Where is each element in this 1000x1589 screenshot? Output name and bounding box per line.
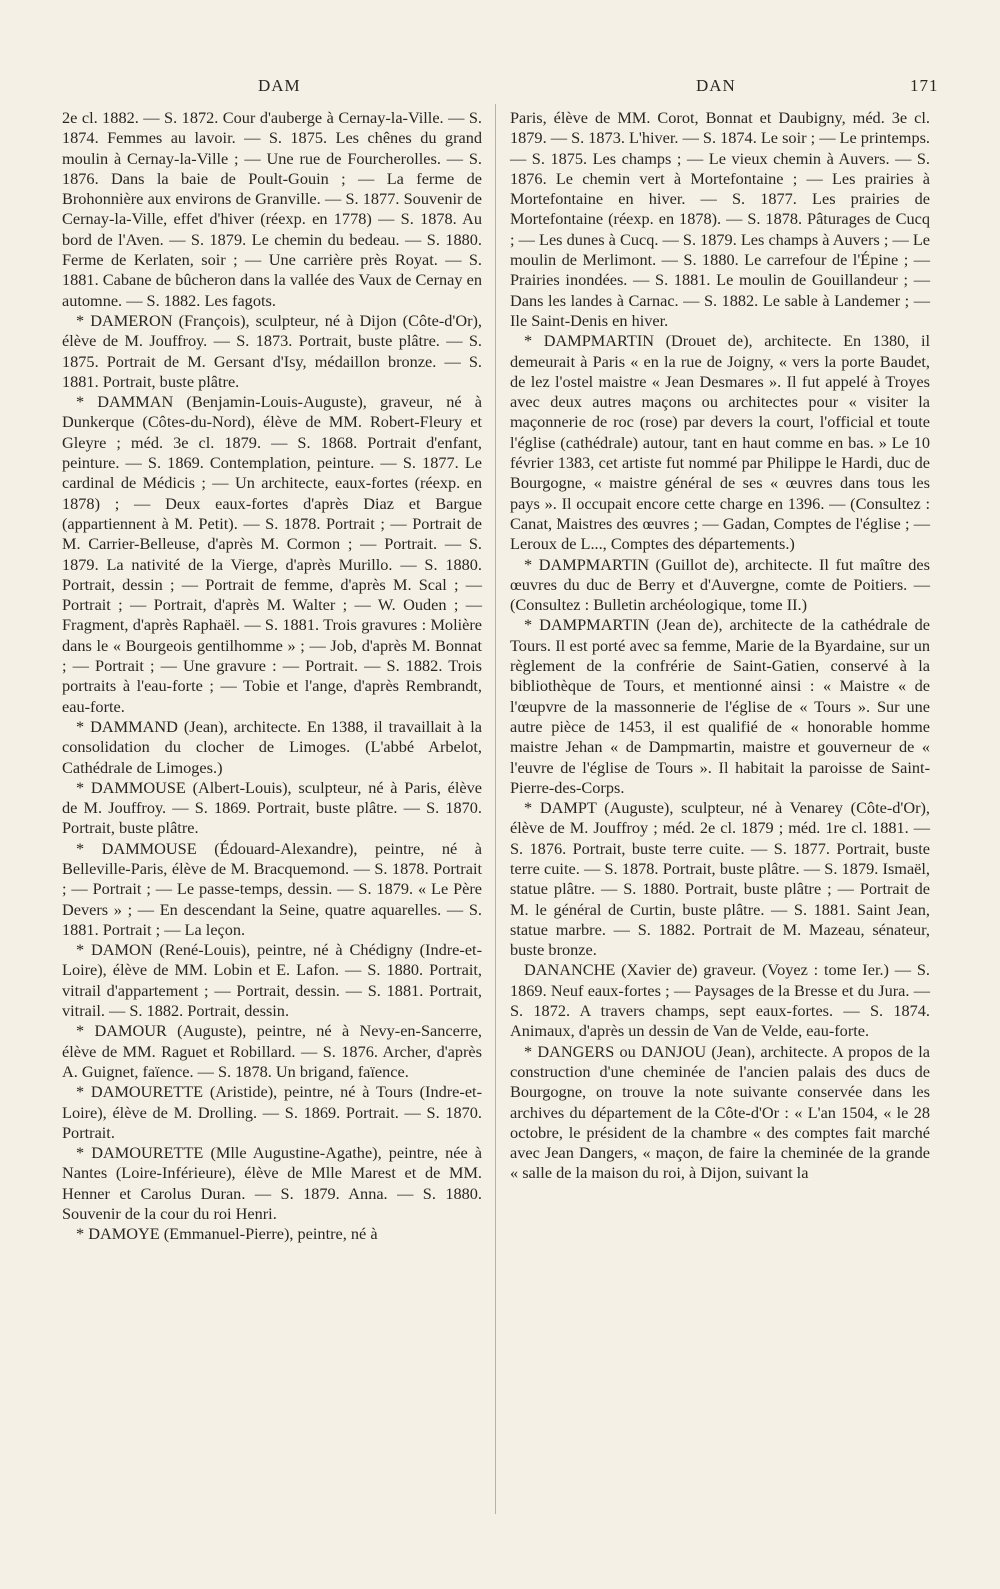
entry-dammouse-edouard: * DAMMOUSE (Édouard-Alexandre), peintre, né à Belleville-Paris, élève de M. Bracquemond. — S. 1878. Portrait ; — Portrait ; — Le passe-temps, dessin. — S. 1879. « Le Père Devers » ; — En descendant la Seine, quatre aquarelles. — S. 1881. Portrait ; — La leçon.	[62, 838, 482, 939]
right-column	[510, 108, 930, 1184]
entry-paragraph: Paris, élève de MM. Corot, Bonnat et Daubigny, méd. 3e cl. 1879. — S. 1873. L'hiver. — S. 1874. Le soir ; — Le printemps. — S. 1875. Les champs ; — Le vieux chemin à Auvers. — S. 1876. Le chemin vert à Mortefontaine ; — Les prairies à Mortefontaine en hiver. — S. 1877. Les prairies de Mortefontaine (réexp. en 1878). — S. 1878. Pâturages de Cucq ; — Les dunes à Cucq. — S. 1879. Les champs à Auvers ; — Le moulin de Merlimont. — S. 1880. Le carrefour de l'Épine ; — Prairies inondées. — S. 1881. Le moulin de Gouillandeur ; — Dans les landes à Carnac. — S. 1882. Le sable à Landemer ; — Ile Saint-Denis en hiver.	[510, 108, 930, 330]
page-number: 171	[910, 76, 939, 95]
entry-damoye: * DAMOYE (Emmanuel-Pierre), peintre, né à	[76, 1224, 378, 1244]
entry-dammouse-albert: * DAMMOUSE (Albert-Louis), sculpteur, né à Paris, élève de M. Jouffroy. — S. 1869. Portrait, buste plâtre. — S. 1870. Portrait, buste plâtre.	[62, 777, 482, 838]
entry-dananche: DANANCHE (Xavier de) graveur. (Voyez : tome Ier.) — S. 1869. Neuf eaux-fortes ; — Paysages de la Bresse et du Jura. — S. 1872. A travers champs, sept eaux-fortes. — S. 1874. Animaux, d'après un dessin de Van de Velde, eau-forte.	[510, 960, 930, 1041]
entry-dangers: * DANGERS ou DANJOU (Jean), architecte. A propos de la construction d'une cheminée de l'ancien palais des ducs de Bourgogne, on trouve la note suivante conservée dans les archives du département de la Côte-d'Or : « L'an 1504, « le 28 octobre, le président de la chambre « des comptes fait marché avec Jean Dangers, « maçon, de faire la cheminée de la grande « salle de la maison du roi, à Dijon, suivant la	[510, 1041, 930, 1183]
entry-dammand: * DAMMAND (Jean), architecte. En 1388, il travaillait à la consolidation du clocher de Limoges. (L'abbé Arbelot, Cathédrale de Limoges.)	[62, 716, 482, 777]
running-head-right: DAN	[696, 76, 736, 95]
entry-dampmartin-drouet: * DAMPMARTIN (Drouet de), architecte. En 1380, il demeurait à Paris « en la rue de Joigny, « vers la porte Baudet, de lez l'ostel maistre « Jean Desmares ». Il fut appelé à Troyes avec deux autres maçons ou architectes pour « visiter la maçonnerie de roc (rose) par devers la court, l'official et toute l'église (cathédrale) autour, tant en haut comme en bas. » Le 10 février 1383, cet artiste fut nommé par Philippe le Hardi, duc de Bourgogne, « maistre général de ses « œuvres dans tous les pays ». Il occupait encore cette charge en 1396. — (Consultez : Canat, Maistres des œuvres ; — Gadan, Comptes de l'église ; — Leroux de L..., Comptes des départements.)	[510, 331, 930, 554]
entry-dampmartin-guillot: * DAMPMARTIN (Guillot de), architecte. Il fut maître des œuvres du duc de Berry et d'Auvergne, comte de Poitiers. — (Consultez : Bulletin archéologique, tome II.)	[510, 554, 930, 615]
running-head-left: DAM	[258, 76, 301, 95]
entry-damman: * DAMMAN (Benjamin-Louis-Auguste), graveur, né à Dunkerque (Côtes-du-Nord), élève de MM. Robert-Fleury et Gleyre ; méd. 3e cl. 1879. — S. 1868. Portrait d'enfant, peinture. — S. 1869. Contemplation, peinture. — S. 1877. Le cardinal de Médicis ; — Un architecte, eaux-fortes (réexp. en 1878) ; — Deux eaux-fortes d'après Diaz et Bargue (appartiennent à M. Petit). — S. 1878. Portrait ; — Portrait de M. Carrier-Belleuse, d'après M. Cormon ; — Portrait. — S. 1879. La nativité de la Vierge, d'après Murillo. — S. 1880. Portrait, dessin ; — Portrait de femme, d'après M. Scal ; — Portrait ; — Portrait, d'après M. Walter ; — W. Ouden ; — Fragment, d'après Raphaël. — S. 1881. Trois gravures : Molière dans le « Bourgeois gentilhomme » ; — Job, d'après M. Bonnat ; — Portrait ; — Une gravure : — Portrait. — S. 1882. Trois portraits à l'eau-forte ; — Tobie et l'ange, d'après Rembrandt, eau-forte.	[62, 392, 482, 716]
entry-dameron: * DAMERON (François), sculpteur, né à Dijon (Côte-d'Or), élève de M. Jouffroy. — S. 1873. Portrait, buste plâtre. — S. 1875. Portrait de M. Gersant d'Isy, médaillon bronze. — S. 1881. Portrait, buste plâtre.	[62, 310, 482, 391]
entry-damourette-aristide: * DAMOURETTE (Aristide), peintre, né à Tours (Indre-et-Loire), élève de M. Drolling. — S. 1869. Portrait. — S. 1870. Portrait.	[62, 1082, 482, 1142]
left-column	[62, 108, 482, 1245]
entry-damon: * DAMON (René-Louis), peintre, né à Chédigny (Indre-et-Loire), élève de MM. Lobin et E. Lafon. — S. 1880. Portrait, vitrail d'appartement ; — Portrait, dessin. — S. 1881. Portrait, vitrail. — S. 1882. Portrait, dessin.	[62, 940, 482, 1021]
column-divider	[495, 104, 496, 1514]
entry-damourette-augustine: * DAMOURETTE (Mlle Augustine-Agathe), peintre, née à Nantes (Loire-Inférieure), élève de Mlle Marest et de MM. Henner et Carolus Duran. — S. 1879. Anna. — S. 1880. Souvenir de la cour du roi Henri.	[62, 1143, 482, 1224]
entry-paragraph: 2e cl. 1882. — S. 1872. Cour d'auberge à Cernay-la-Ville. — S. 1874. Femmes au lavoir. — S. 1875. Les chênes du grand moulin à Cernay-la-Ville ; — Une rue de Fourcherolles. — S. 1876. Dans la baie de Poult-Gouin ; — La ferme de Brohonnière aux environs de Granville. — S. 1877. Souvenir de Cernay-la-Ville, effet d'hiver (réexp. en 1778) — S. 1878. Au bord de l'Aven. — S. 1879. Le chemin du bedeau. — S. 1880. Ferme de Kerlaten, soir ; — Une carrière près Royat. — S. 1881. Cabane de bûcheron dans la vallée des Vaux de Cernay en automne. — S. 1882. Les fagots.	[62, 108, 482, 310]
entry-dampt: * DAMPT (Auguste), sculpteur, né à Venarey (Côte-d'Or), élève de M. Jouffroy ; méd. 2e cl. 1879 ; méd. 1re cl. 1881. — S. 1876. Portrait, buste terre cuite. — S. 1877. Portrait, buste terre cuite. — S. 1878. Portrait, buste plâtre. — S. 1879. Ismaël, statue plâtre. — S. 1880. Portrait, buste plâtre ; — Portrait de M. le général de Curtin, buste plâtre. — S. 1881. Saint Jean, statue marbre. — S. 1882. Portrait de M. Mazeau, sénateur, buste bronze.	[510, 798, 930, 960]
entry-dampmartin-jean: * DAMPMARTIN (Jean de), architecte de la cathédrale de Tours. Il est porté avec sa femme, Marie de la Byardaine, sur un règlement de la confrérie de Saint-Gatien, conservé à la bibliothèque de Tours, et mentionné ainsi : « Maistre « de l'œupvre de la massonnerie de l'église de « Tours ». Sur une autre pièce de 1453, il est qualifié de « honorable homme maistre Jehan « de Dampmartin, maistre et gouverneur de « l'euvre de l'église de Tours ». Il habitait la paroisse de Saint-Pierre-des-Corps.	[510, 615, 930, 797]
entry-damour: * DAMOUR (Auguste), peintre, né à Nevy-en-Sancerre, élève de MM. Raguet et Robillard. — S. 1876. Archer, d'après A. Guignet, faïence. — S. 1878. Un brigand, faïence.	[62, 1021, 482, 1081]
